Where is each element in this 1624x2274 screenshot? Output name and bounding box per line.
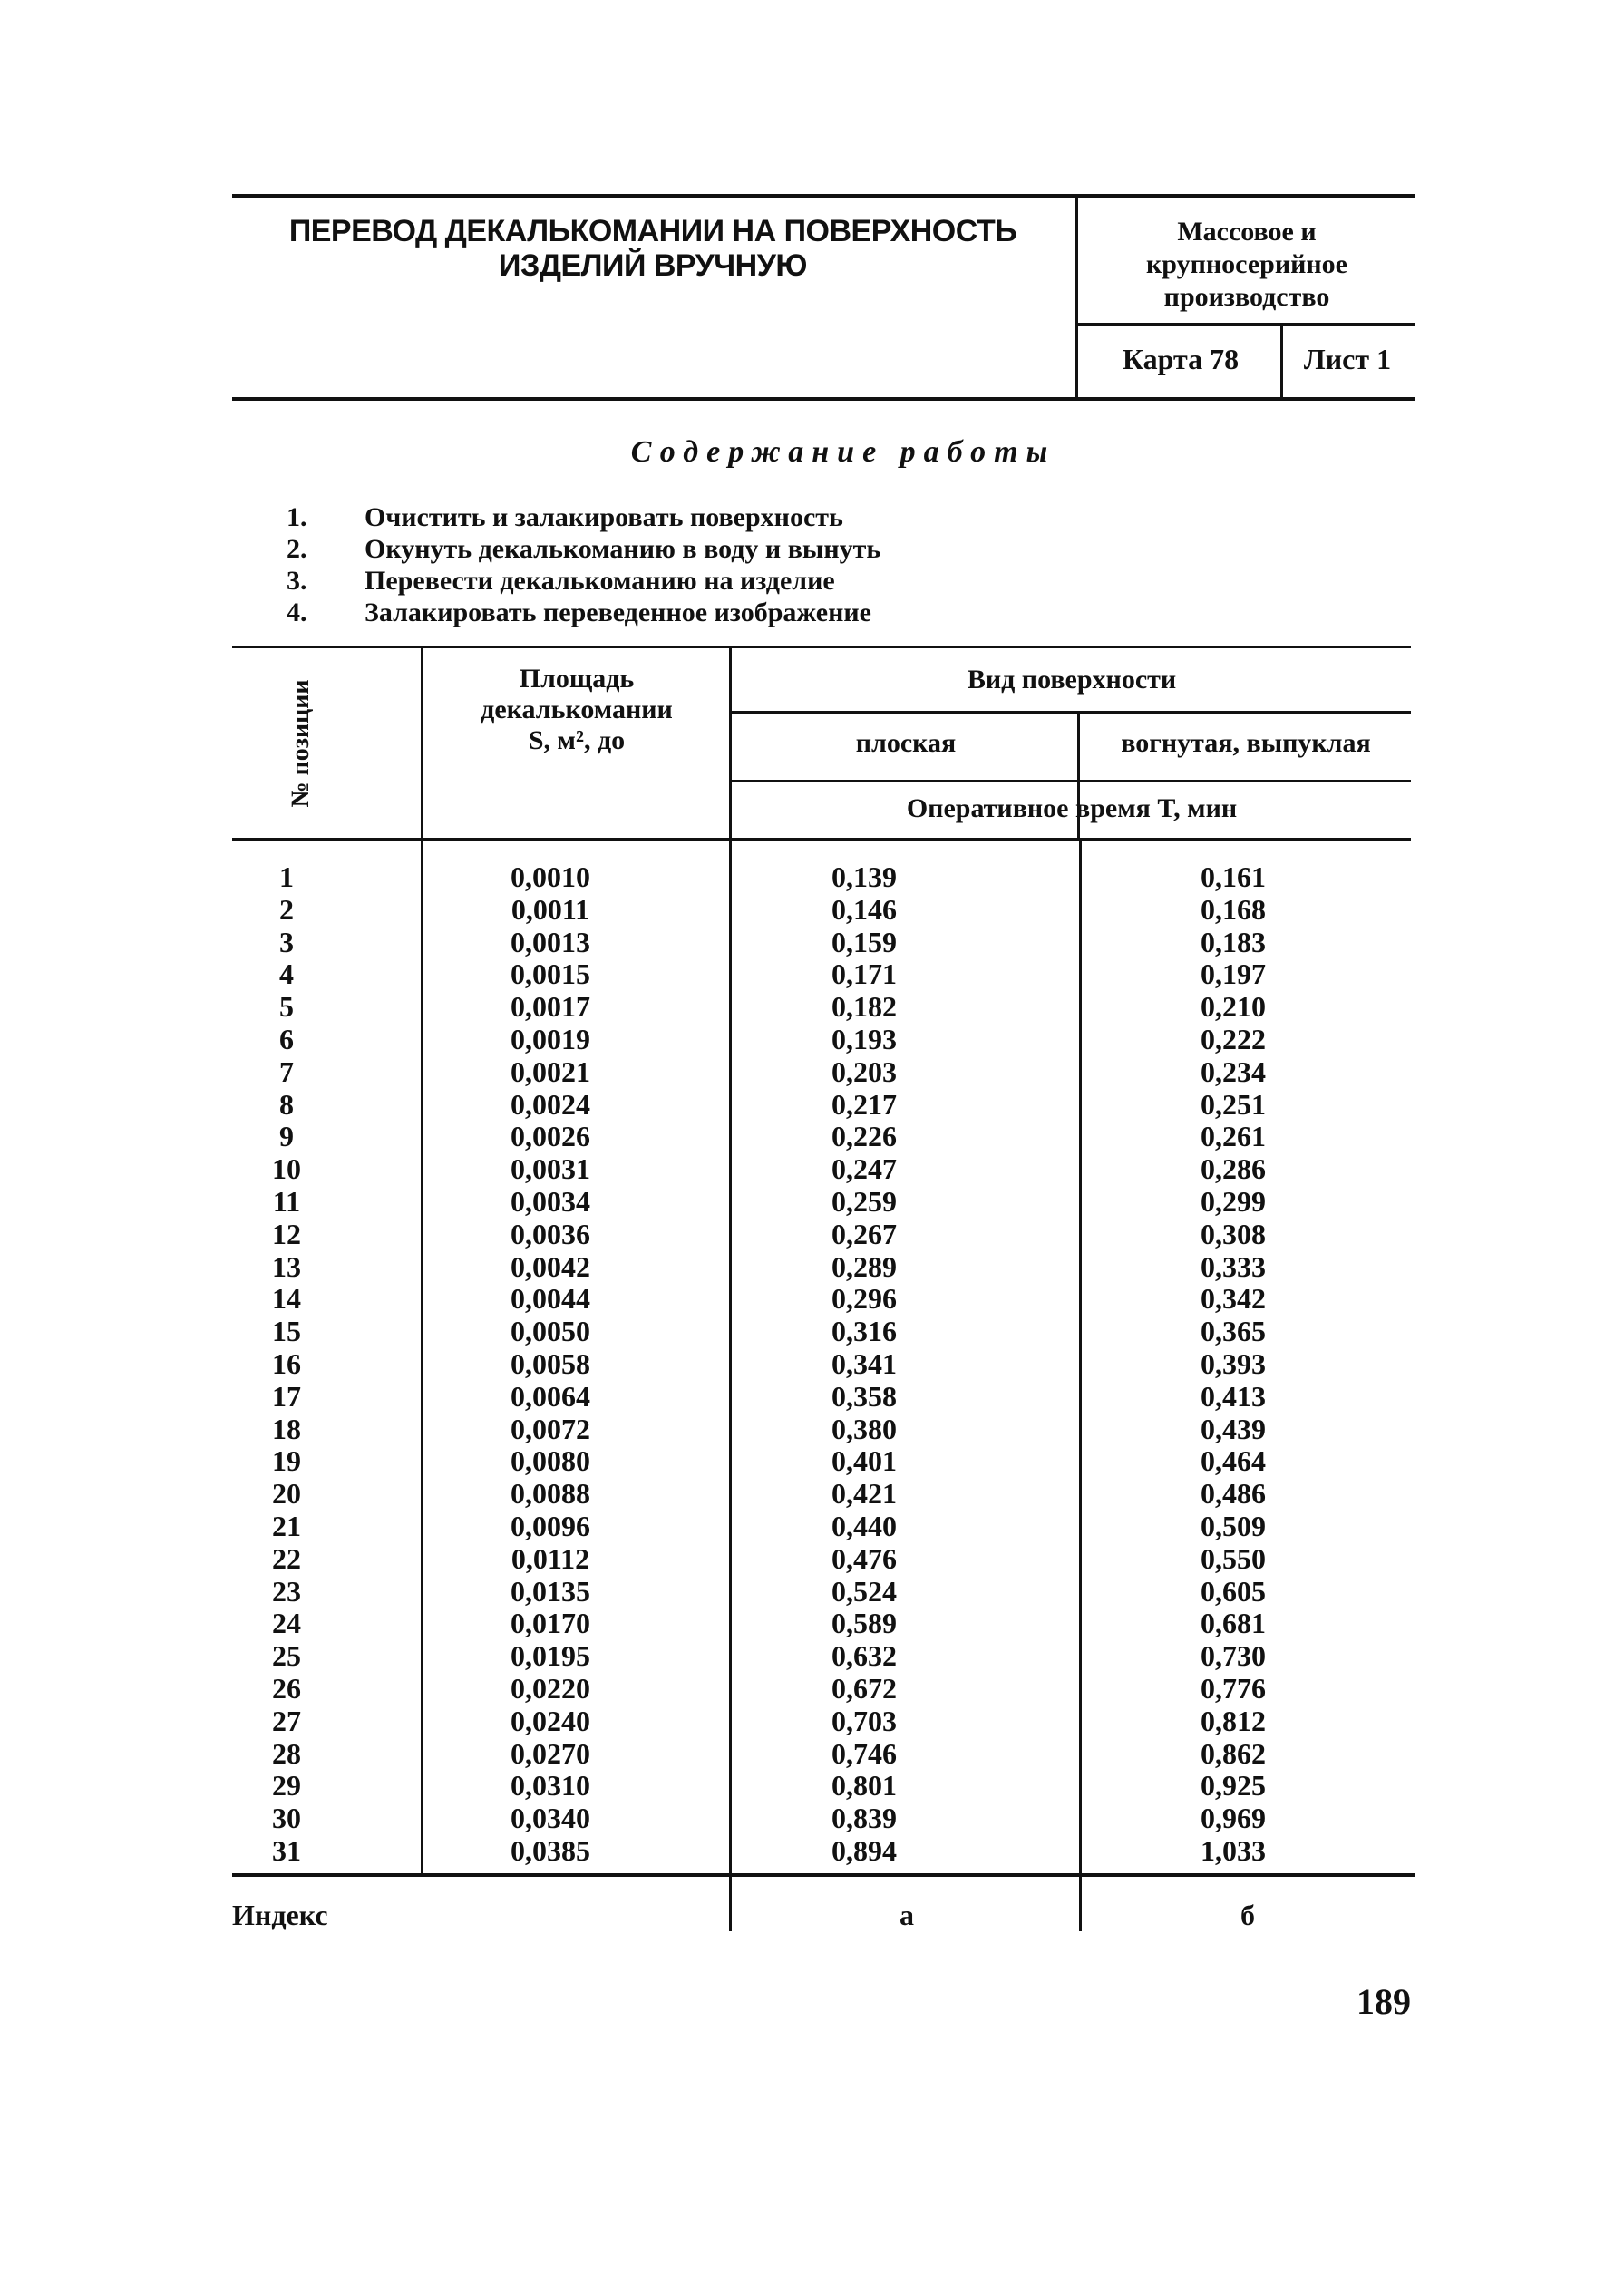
work-content-title: Содержание работы — [630, 435, 1056, 469]
cell-time-curved: 0,730 — [1201, 1639, 1266, 1673]
cell-time-flat: 0,672 — [831, 1671, 897, 1705]
table-row — [232, 1153, 1411, 1186]
cell-area: 0,0195 — [511, 1639, 590, 1673]
table-row — [232, 1706, 1411, 1738]
cell-position: 5 — [279, 990, 294, 1024]
cell-area: 0,0034 — [511, 1184, 590, 1218]
cell-position: 1 — [279, 860, 294, 893]
cell-time-flat: 0,296 — [831, 1282, 897, 1316]
cell-area: 0,0064 — [511, 1379, 590, 1413]
cell-time-flat: 0,421 — [831, 1477, 897, 1511]
cell-area: 0,0135 — [511, 1574, 590, 1608]
cell-time-curved: 0,439 — [1201, 1412, 1266, 1445]
cell-time-curved: 0,197 — [1201, 957, 1266, 991]
cell-area: 0,0013 — [511, 925, 590, 958]
table-row — [232, 1445, 1411, 1478]
cell-area: 0,0088 — [511, 1477, 590, 1511]
cell-area: 0,0010 — [511, 860, 590, 893]
table-row — [232, 958, 1411, 991]
cell-time-flat: 0,358 — [831, 1379, 897, 1413]
column-header-area-line-1: Площадь — [519, 664, 635, 694]
cell-area: 0,0058 — [511, 1346, 590, 1380]
production-type — [1079, 216, 1415, 314]
cell-area: 0,0026 — [511, 1120, 590, 1153]
page-number: 189 — [1357, 1981, 1411, 2022]
table-row — [232, 1089, 1411, 1122]
cell-time-flat: 0,159 — [831, 925, 897, 958]
table-row — [232, 1640, 1411, 1673]
cell-area: 0,0170 — [511, 1607, 590, 1640]
table-row — [232, 1770, 1411, 1803]
cell-time-flat: 0,226 — [831, 1120, 897, 1153]
cell-position: 29 — [272, 1769, 301, 1803]
cell-time-flat: 0,476 — [831, 1541, 897, 1575]
cell-time-flat: 0,146 — [831, 892, 897, 926]
table-body — [232, 861, 1411, 1868]
cell-position: 4 — [279, 957, 294, 991]
cell-position: 24 — [272, 1607, 301, 1640]
cell-area: 0,0042 — [511, 1249, 590, 1283]
cell-time-flat: 0,247 — [831, 1152, 897, 1186]
cell-time-curved: 0,681 — [1201, 1607, 1266, 1640]
cell-time-curved: 0,286 — [1201, 1152, 1266, 1186]
document-title-line-1: ПЕРЕВОД ДЕКАЛЬКОМАНИИ НА ПОВЕРХНОСТЬ — [288, 214, 1017, 248]
header-top-rule — [232, 194, 1415, 198]
cell-time-curved: 0,168 — [1201, 892, 1266, 926]
column-header-area — [424, 664, 729, 756]
cell-area: 0,0024 — [511, 1087, 590, 1121]
cell-time-curved: 0,969 — [1201, 1802, 1266, 1835]
column-header-flat: плоская — [855, 728, 957, 758]
cell-time-flat: 0,746 — [831, 1736, 897, 1770]
table-row — [232, 1056, 1411, 1089]
step-number: 1. — [287, 502, 307, 532]
cell-position: 31 — [272, 1833, 301, 1867]
cell-time-flat: 0,193 — [831, 1022, 897, 1055]
cell-area: 0,0017 — [511, 990, 590, 1024]
cell-position: 13 — [272, 1249, 301, 1283]
column-header-position-label: № позиции — [287, 679, 315, 808]
cell-area: 0,0044 — [511, 1282, 590, 1316]
index-b: б — [1240, 1899, 1255, 1931]
cell-position: 19 — [272, 1444, 301, 1478]
cell-position: 16 — [272, 1346, 301, 1380]
table-row — [232, 1543, 1411, 1576]
column-header-area-line-2: декалькомании — [481, 695, 673, 724]
cell-time-flat: 0,182 — [831, 990, 897, 1024]
cell-position: 10 — [272, 1152, 301, 1186]
table-row — [232, 1673, 1411, 1706]
document-title-line-2: ИЗДЕЛИЙ ВРУЧНУЮ — [499, 248, 807, 283]
cell-time-curved: 0,161 — [1201, 860, 1266, 893]
cell-position: 8 — [279, 1087, 294, 1121]
cell-area: 0,0019 — [511, 1022, 590, 1055]
document-title — [272, 214, 1034, 283]
cell-area: 0,0036 — [511, 1217, 590, 1250]
cell-area: 0,0080 — [511, 1444, 590, 1478]
cell-area: 0,0310 — [511, 1769, 590, 1803]
cell-time-flat: 0,440 — [831, 1509, 897, 1542]
table-row — [232, 1186, 1411, 1219]
cell-position: 28 — [272, 1736, 301, 1770]
cell-time-flat: 0,703 — [831, 1704, 897, 1737]
table-surface-rule — [729, 711, 1411, 714]
cell-area: 0,0270 — [511, 1736, 590, 1770]
cell-time-curved: 0,862 — [1201, 1736, 1266, 1770]
cell-area: 0,0072 — [511, 1412, 590, 1445]
table-row — [232, 894, 1411, 927]
table-optime-rule — [729, 780, 1411, 782]
cell-time-curved: 0,342 — [1201, 1282, 1266, 1316]
column-header-area-line-3: S, м², до — [528, 725, 626, 755]
cell-time-curved: 0,251 — [1201, 1087, 1266, 1121]
cell-time-curved: 0,393 — [1201, 1346, 1266, 1380]
cell-area: 0,0240 — [511, 1704, 590, 1737]
header-divider-vertical — [1075, 194, 1078, 401]
cell-position: 6 — [279, 1022, 294, 1055]
cell-time-curved: 0,776 — [1201, 1671, 1266, 1705]
table-row — [232, 1251, 1411, 1284]
table-row — [232, 1608, 1411, 1640]
cell-area: 0,0050 — [511, 1315, 590, 1348]
table-row — [232, 1024, 1411, 1056]
cell-time-flat: 0,139 — [831, 860, 897, 893]
table-row — [232, 1803, 1411, 1835]
cell-time-flat: 0,203 — [831, 1054, 897, 1088]
cell-time-flat: 0,316 — [831, 1315, 897, 1348]
table-row — [232, 991, 1411, 1024]
cell-time-flat: 0,289 — [831, 1249, 897, 1283]
cell-area: 0,0096 — [511, 1509, 590, 1542]
production-type-line-3: производство — [1163, 282, 1330, 312]
cell-time-curved: 0,234 — [1201, 1054, 1266, 1088]
table-row — [232, 1835, 1411, 1868]
production-type-line-1: Массовое и — [1177, 217, 1317, 247]
cell-time-curved: 0,925 — [1201, 1769, 1266, 1803]
production-type-line-2: крупносерийное — [1146, 249, 1347, 279]
cell-time-curved: 0,261 — [1201, 1120, 1266, 1153]
cell-position: 21 — [272, 1509, 301, 1542]
cell-time-flat: 0,267 — [831, 1217, 897, 1250]
cell-position: 2 — [279, 892, 294, 926]
cell-position: 3 — [279, 925, 294, 958]
step-text: Перевести декалькоманию на изделие — [365, 566, 835, 596]
table-body-bottom-rule — [232, 1873, 1415, 1877]
table-row — [232, 1348, 1411, 1381]
header-mid-rule — [1075, 323, 1415, 326]
cell-time-curved: 0,413 — [1201, 1379, 1266, 1413]
cell-area: 0,0340 — [511, 1802, 590, 1835]
cell-time-flat: 0,524 — [831, 1574, 897, 1608]
index-label: Индекс — [232, 1899, 328, 1931]
cell-time-flat: 0,801 — [831, 1769, 897, 1803]
cell-time-flat: 0,632 — [831, 1639, 897, 1673]
cell-time-curved: 0,333 — [1201, 1249, 1266, 1283]
cell-time-flat: 0,589 — [831, 1607, 897, 1640]
cell-time-curved: 0,486 — [1201, 1477, 1266, 1511]
header-card-divider — [1280, 323, 1283, 401]
column-header-surface-type: Вид поверхности — [967, 665, 1177, 695]
cell-time-flat: 0,217 — [831, 1087, 897, 1121]
cell-position: 9 — [279, 1120, 294, 1153]
step-text: Очистить и залакировать поверхность — [365, 502, 843, 532]
cell-position: 26 — [272, 1671, 301, 1705]
cell-position: 15 — [272, 1315, 301, 1348]
cell-time-flat: 0,341 — [831, 1346, 897, 1380]
table-row — [232, 1511, 1411, 1543]
cell-area: 0,0021 — [511, 1054, 590, 1088]
cell-time-flat: 0,380 — [831, 1412, 897, 1445]
table-row — [232, 1219, 1411, 1251]
cell-time-curved: 0,308 — [1201, 1217, 1266, 1250]
table-row — [232, 1381, 1411, 1414]
cell-time-curved: 0,509 — [1201, 1509, 1266, 1542]
table-header-bottom-rule — [232, 838, 1411, 841]
table-row — [232, 927, 1411, 959]
cell-time-flat: 0,259 — [831, 1184, 897, 1218]
cell-position: 18 — [272, 1412, 301, 1445]
index-a: а — [900, 1899, 914, 1931]
step-number: 2. — [287, 534, 307, 564]
table-row — [232, 1576, 1411, 1608]
cell-time-curved: 0,812 — [1201, 1704, 1266, 1737]
cell-time-flat: 0,839 — [831, 1802, 897, 1835]
cell-position: 14 — [272, 1282, 301, 1316]
sheet-number: Лист 1 — [1303, 343, 1392, 375]
card-number: Карта 78 — [1122, 343, 1240, 375]
cell-time-curved: 0,550 — [1201, 1541, 1266, 1575]
cell-position: 23 — [272, 1574, 301, 1608]
table-row — [232, 1283, 1411, 1316]
cell-position: 25 — [272, 1639, 301, 1673]
step-number: 3. — [287, 566, 307, 596]
step-text: Залакировать переведенное изображение — [365, 598, 871, 627]
cell-time-curved: 0,299 — [1201, 1184, 1266, 1218]
cell-area: 0,0031 — [511, 1152, 590, 1186]
table-row — [232, 1478, 1411, 1511]
cell-time-curved: 0,222 — [1201, 1022, 1266, 1055]
cell-position: 12 — [272, 1217, 301, 1250]
cell-position: 7 — [279, 1054, 294, 1088]
table-row — [232, 1121, 1411, 1153]
cell-time-curved: 0,183 — [1201, 925, 1266, 958]
cell-position: 22 — [272, 1541, 301, 1575]
cell-time-flat: 0,401 — [831, 1444, 897, 1478]
table-top-rule — [232, 646, 1411, 648]
cell-time-curved: 1,033 — [1201, 1833, 1266, 1867]
table-row — [232, 1738, 1411, 1771]
cell-area: 0,0011 — [511, 892, 590, 926]
column-header-operative-time: Оперативное время T, мин — [906, 793, 1238, 823]
table-row — [232, 1316, 1411, 1348]
cell-area: 0,0220 — [511, 1671, 590, 1705]
table-row — [232, 1414, 1411, 1446]
cell-time-flat: 0,171 — [831, 957, 897, 991]
column-header-curved: вогнутая, выпуклая — [1121, 728, 1371, 758]
cell-time-curved: 0,365 — [1201, 1315, 1266, 1348]
step-number: 4. — [287, 598, 307, 627]
cell-area: 0,0112 — [511, 1541, 590, 1575]
cell-time-curved: 0,464 — [1201, 1444, 1266, 1478]
cell-position: 30 — [272, 1802, 301, 1835]
cell-position: 11 — [272, 1184, 301, 1218]
cell-position: 27 — [272, 1704, 301, 1737]
cell-position: 20 — [272, 1477, 301, 1511]
cell-position: 17 — [272, 1379, 301, 1413]
cell-time-curved: 0,210 — [1201, 990, 1266, 1024]
cell-area: 0,0385 — [511, 1833, 590, 1867]
cell-time-curved: 0,605 — [1201, 1574, 1266, 1608]
column-header-position — [283, 671, 319, 816]
cell-area: 0,0015 — [511, 957, 590, 991]
cell-time-flat: 0,894 — [831, 1833, 897, 1867]
header-bottom-rule — [232, 397, 1415, 401]
step-text: Окунуть декалькоманию в воду и вынуть — [365, 534, 881, 564]
table-row — [232, 861, 1411, 894]
